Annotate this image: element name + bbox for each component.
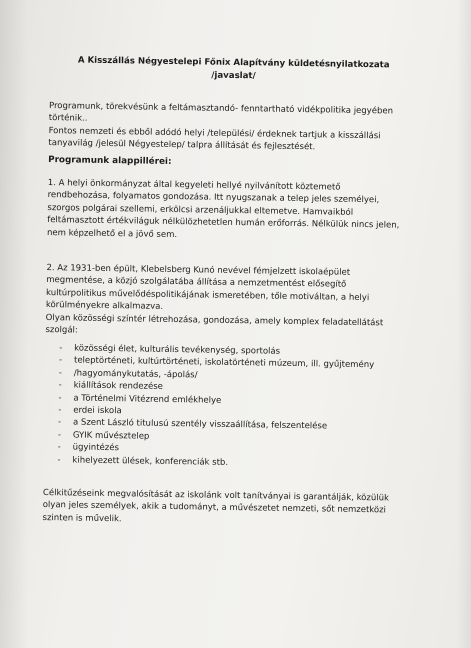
document-title-line-2: /javaslat/ <box>211 70 256 82</box>
list-dash: - <box>58 380 62 391</box>
principles-heading: Programunk alappillérei: <box>48 155 172 167</box>
point-1-line: feltámasztott értékviláguk nélkülözhetetlen humán erőforrás. Nélkülük nincs jelen, <box>47 215 400 231</box>
list-dash: - <box>58 405 62 416</box>
list-item-text: /hagyománykutatás, -ápolás/ <box>73 368 198 381</box>
point-1-line: 1. A helyi önkormányzat által kegyeleti hellyé nyilvánított köztemető <box>47 178 341 193</box>
point-2-line: Olyan közösségi színtér létrehozása, gondozása, amely komplex feladatellátást <box>45 312 384 328</box>
point-1-line: szorgos polgárai szellemi, erkölcsi arzenáljukkal eltemetve. Hamvaikból <box>47 202 354 218</box>
list-dash: - <box>57 442 61 453</box>
point-2-line: körülményekre alkalmazva. <box>45 300 164 313</box>
document-title-line-1: A Kisszállás Négyestelepi Főnix Alapítvány küldetésnyilatkozata <box>77 55 390 71</box>
point-2-line: 2. Az 1931-ben épült, Klebelsberg Kunó nevével fémjelzett iskolaépület <box>46 263 351 278</box>
closing-line: Célkitűzéseink megvalósítását az iskolánk volt tanítványai is garantálják, közülük <box>42 488 390 504</box>
list-item-text: ügyintézés <box>72 442 119 454</box>
closing-line: szinten is művelik. <box>42 512 122 525</box>
intro-line: Programunk, törekvésünk a feltámasztandó- fenntartható vidékpolitika jegyében <box>48 101 394 117</box>
closing-line: olyan jeles személyek, akik a tudományt, a művészetet nemzeti, sőt nemzetközi <box>42 500 387 516</box>
list-dash: - <box>58 355 63 366</box>
point-2-line: kultúrpolitikus művelődéspolitikájának ismeretében, tőle motiváltan, a helyi <box>46 287 370 303</box>
list-dash: - <box>58 392 62 403</box>
list-item-text: a Történelmi Vitézrend emlékhelye <box>73 393 222 406</box>
point-2-line: megmentése, a közjó szolgálatába állítása a nemzetmentést elősegítő <box>46 275 347 291</box>
point-1-paragraph <box>47 177 438 245</box>
intro-line: Fontos nemzeti és ebből adódó helyi /települési/ érdeknek tartjuk a kisszállási <box>48 125 381 142</box>
point-1-line: nem képzelhető el a jövő sem. <box>46 227 178 240</box>
facility-task-list <box>57 342 374 471</box>
list-item-text: a Szent László titulusú szentély visszaállítása, felszentelése <box>72 417 328 432</box>
list-dash: - <box>59 343 63 354</box>
list-dash: - <box>57 454 61 465</box>
list-dash: - <box>57 417 62 428</box>
list-item-text: közösségi élet, kulturális tevékenység, sportolás <box>74 343 281 357</box>
list-dash: - <box>58 368 62 379</box>
point-2-line: szolgál: <box>45 325 78 336</box>
point-1-line: rendbehozása, folyamatos gondozása. Itt nyugszanak a telep jeles személyei, <box>47 190 380 206</box>
list-item-text: teleptörténeti, kultúrtörténeti, iskolatörténeti múzeum, ill. gyűjtemény <box>73 355 375 371</box>
closing-paragraph <box>42 487 433 530</box>
list-item-text: kiállítások rendezése <box>73 380 163 393</box>
list-item-text: erdei iskola <box>73 405 122 417</box>
intro-paragraph <box>48 100 439 156</box>
list-item-text: kihelyezett ülések, konferenciák stb. <box>72 455 229 468</box>
intro-line: történik.. <box>48 113 88 125</box>
list-dash: - <box>57 430 62 441</box>
point-2-paragraph <box>45 262 436 343</box>
list-item-text: GYIK művésztelep <box>72 430 150 442</box>
document-title <box>43 54 423 86</box>
intro-line: tanyavilág /jelesül Négyestelep/ talpra állítását és fejlesztését. <box>48 138 316 153</box>
